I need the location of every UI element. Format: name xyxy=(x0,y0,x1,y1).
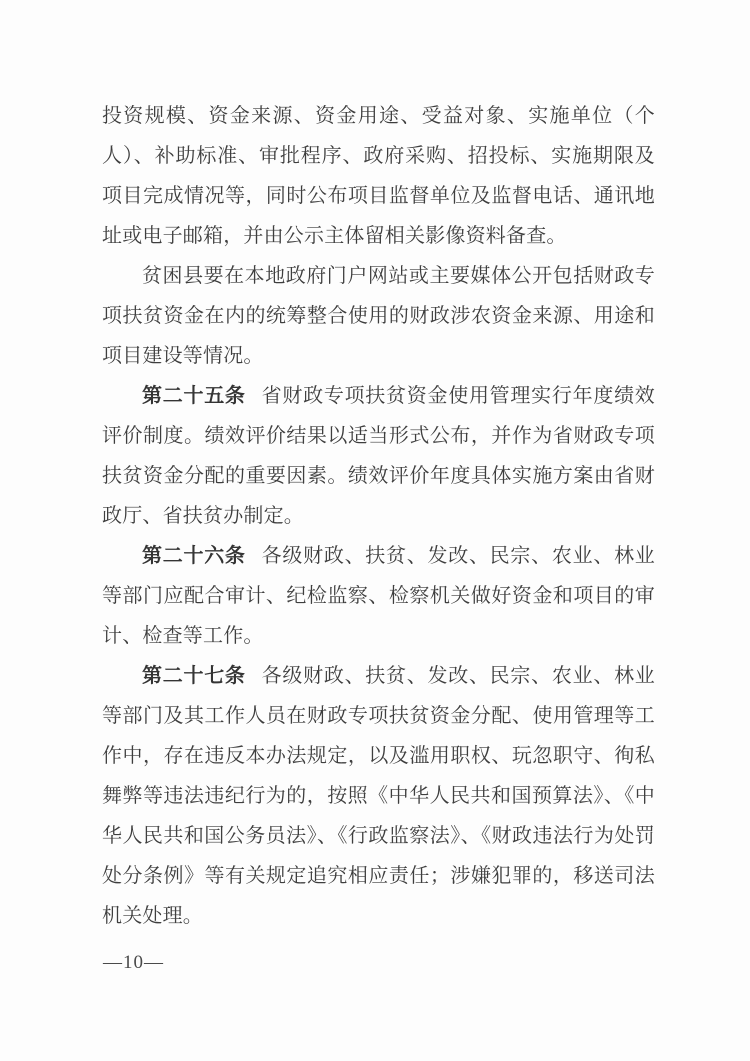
article-number: 第二十五条 xyxy=(142,385,246,407)
paragraph-text: 各级财政、扶贫、发改、民宗、农业、林业等部门应配合审计、纪检监察、检察机关做好资金和项目的审计、检查等工作。 xyxy=(102,545,655,647)
article-25 xyxy=(102,376,655,536)
paragraph-county-disclosure xyxy=(102,256,655,376)
paragraph-continuation xyxy=(102,96,655,256)
article-number: 第二十六条 xyxy=(142,545,246,567)
paragraph-text: 各级财政、扶贫、发改、民宗、农业、林业等部门及其工作人员在财政专项扶贫资金分配、使用管理等工作中，存在违反本办法规定，以及滥用职权、玩忽职守、徇私舞弊等违法违纪行为的，按照《中华人民共和国预算法》、《中华人民共和国公务员法》、《行政监察法》、《财政违法行为处罚处分条例》等有关规定追究相应责任；涉嫌犯罪的，移送司法机关处理。 xyxy=(102,665,655,927)
article-number: 第二十七条 xyxy=(142,665,246,687)
paragraph-text: 省财政专项扶贫资金使用管理实行年度绩效评价制度。绩效评价结果以适当形式公布，并作为省财政专项扶贫资金分配的重要因素。绩效评价年度具体实施方案由省财政厅、省扶贫办制定。 xyxy=(102,385,655,527)
article-26 xyxy=(102,536,655,656)
paragraph-text: 贫困县要在本地政府门户网站或主要媒体公开包括财政专项扶贫资金在内的统筹整合使用的财政涉农资金来源、用途和项目建设等情况。 xyxy=(102,265,655,367)
article-27 xyxy=(102,656,655,936)
document-body xyxy=(102,96,655,936)
page-number: —10— xyxy=(103,952,164,973)
paragraph-text: 投资规模、资金来源、资金用途、受益对象、实施单位（个人）、补助标准、审批程序、政府采购、招投标、实施期限及项目完成情况等，同时公布项目监督单位及监督电话、通讯地址或电子邮箱，并由公示主体留相关影像资料备查。 xyxy=(102,105,655,247)
